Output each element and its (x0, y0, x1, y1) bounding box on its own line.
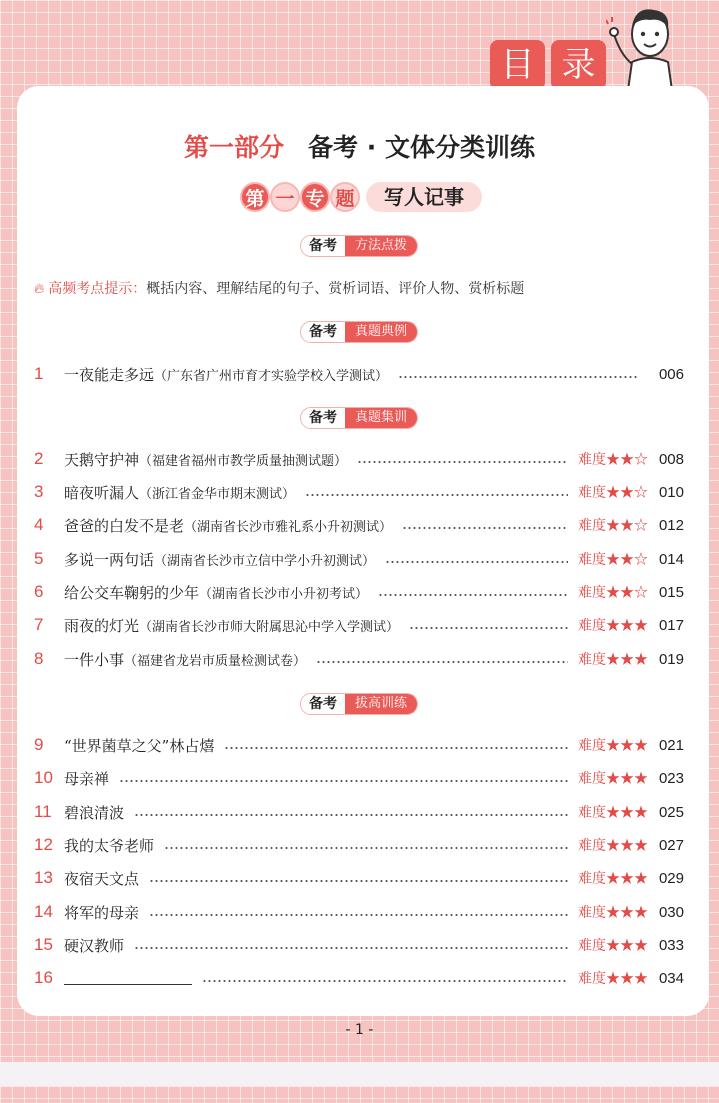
part-title (0, 128, 719, 164)
part-heading: 备考 · 文体分类训练 (308, 133, 535, 162)
row-number: 2 (34, 449, 44, 468)
contents-badge (490, 40, 606, 90)
row-page: 033 (658, 936, 684, 954)
row-number: 10 (34, 768, 53, 787)
row-difficulty: 难度★★☆ (578, 552, 648, 568)
section-prefix: 备考 (301, 407, 345, 429)
row-difficulty: 难度★★★ (578, 805, 648, 821)
row-title: 暗夜听漏人 (64, 483, 140, 502)
row-difficulty: 难度★★★ (578, 771, 648, 787)
toc-row[interactable] (34, 766, 684, 790)
toc-row[interactable] (34, 447, 684, 471)
row-page: 006 (658, 365, 684, 383)
row-source: （湖南省长沙市小升初考试） (199, 586, 369, 602)
row-title: 爸爸的白发不是老 (64, 516, 185, 535)
topic-char: 专 (300, 182, 330, 212)
row-source: （湖南省长沙市雅礼系小升初测试） (184, 519, 393, 535)
row-page: 015 (658, 583, 684, 601)
leader-dots (385, 561, 568, 563)
row-difficulty: 难度★★☆ (578, 452, 648, 468)
tip-text: 概括内容、理解结尾的句子、赏析词语、评价人物、赏析标题 (146, 281, 525, 297)
section-prefix: 备考 (301, 321, 345, 343)
row-page: 027 (658, 836, 684, 854)
topic-char: 一 (270, 182, 300, 212)
row-source: （湖南省长沙市师大附属思沁中学入学测试） (139, 619, 400, 635)
row-number: 5 (34, 549, 44, 568)
toc-row[interactable] (34, 900, 684, 924)
section-advanced (300, 693, 418, 715)
toc-row[interactable] (34, 733, 684, 757)
section-collection (300, 407, 418, 429)
row-page: 030 (658, 903, 684, 921)
next-page-edge (0, 1086, 719, 1103)
leader-dots (224, 747, 568, 749)
topic-number (240, 182, 360, 212)
row-title: 将军的母亲 (64, 903, 140, 922)
toc-row[interactable] (34, 866, 684, 890)
row-title: 母亲禅 (64, 769, 110, 788)
row-source: （福建省福州市教学质量抽测试题） (139, 453, 348, 469)
section-name: 拔高训练 (345, 693, 417, 715)
toc-row[interactable] (34, 966, 684, 990)
row-source: （湖南省长沙市立信中学小升初测试） (154, 553, 376, 569)
toc-row[interactable] (34, 833, 684, 857)
row-page: 014 (658, 550, 684, 568)
exam-tip (34, 278, 524, 298)
leader-dots (378, 594, 568, 596)
leader-dots (134, 814, 568, 816)
topic-char: 题 (330, 182, 360, 212)
row-page: 034 (658, 969, 684, 987)
section-prefix: 备考 (301, 235, 345, 257)
blank-title-line[interactable] (64, 971, 192, 985)
row-number: 16 (34, 968, 53, 987)
leader-dots (119, 780, 568, 782)
row-page: 025 (658, 803, 684, 821)
page-number: - 1 - (345, 1022, 374, 1038)
row-difficulty: 难度★★★ (578, 871, 648, 887)
section-method (300, 235, 418, 257)
section-name: 真题典例 (345, 321, 417, 343)
tip-label: 高频考点提示： (48, 281, 147, 297)
row-page: 019 (658, 650, 684, 668)
row-number: 8 (34, 649, 44, 668)
row-number: 4 (34, 515, 44, 534)
page-gap (0, 1062, 719, 1086)
toc-row[interactable] (34, 480, 684, 504)
leader-dots (316, 661, 568, 663)
topic-name: 写人记事 (366, 182, 482, 212)
contents-badge-char: 录 (551, 40, 606, 90)
toc-row[interactable] (34, 613, 684, 637)
toc-row[interactable] (34, 800, 684, 824)
topic-header (240, 180, 482, 214)
row-number: 9 (34, 735, 44, 754)
row-number: 3 (34, 482, 44, 501)
leader-dots (409, 627, 568, 629)
row-difficulty: 难度★★☆ (578, 585, 648, 601)
row-number: 14 (34, 902, 53, 921)
row-source: （广东省广州市育才实验学校入学测试） (154, 368, 389, 384)
row-difficulty: 难度★★★ (578, 938, 648, 954)
row-number: 11 (34, 802, 52, 821)
row-number: 7 (34, 615, 44, 634)
leader-dots (149, 914, 568, 916)
row-page: 010 (658, 483, 684, 501)
row-number: 1 (34, 364, 44, 383)
boy-mascot-icon (606, 4, 702, 90)
leader-dots (398, 376, 638, 378)
row-page: 023 (658, 769, 684, 787)
row-title: 雨夜的灯光 (64, 616, 140, 635)
row-difficulty: 难度★★☆ (578, 518, 648, 534)
row-title: 一夜能走多远 (64, 365, 155, 384)
leader-dots (402, 527, 568, 529)
row-page: 017 (658, 616, 684, 634)
row-title: 多说一两句话 (64, 550, 155, 569)
row-difficulty: 难度★★★ (578, 738, 648, 754)
row-number: 12 (34, 835, 53, 854)
row-difficulty: 难度★★☆ (578, 485, 648, 501)
row-source: （福建省龙岩市质量检测试卷） (124, 653, 307, 669)
row-number: 15 (34, 935, 53, 954)
row-title: 我的太爷老师 (64, 836, 155, 855)
row-difficulty: 难度★★★ (578, 652, 648, 668)
row-difficulty: 难度★★★ (578, 618, 648, 634)
row-title: 天鹅守护神 (64, 450, 140, 469)
row-number: 6 (34, 582, 44, 601)
contents-badge-char: 目 (490, 40, 545, 90)
toc-row[interactable] (34, 647, 684, 671)
row-number: 13 (34, 868, 53, 887)
leader-dots (202, 980, 568, 982)
toc-row[interactable] (34, 580, 684, 604)
toc-row[interactable] (34, 362, 684, 386)
row-page: 012 (658, 516, 684, 534)
section-prefix: 备考 (301, 693, 345, 715)
leader-dots (305, 494, 568, 496)
leader-dots (134, 947, 568, 949)
row-page: 029 (658, 869, 684, 887)
row-title: 碧浪清波 (64, 803, 125, 822)
row-page: 008 (658, 450, 684, 468)
row-difficulty: 难度★★★ (578, 971, 648, 987)
row-difficulty: 难度★★★ (578, 905, 648, 921)
row-page: 021 (658, 736, 684, 754)
row-difficulty: 难度★★★ (578, 838, 648, 854)
row-title: 夜宿天文点 (64, 869, 140, 888)
row-title: 硬汉教师 (64, 936, 125, 955)
toc-row[interactable] (34, 547, 684, 571)
row-title: 一件小事 (64, 650, 125, 669)
row-title: 给公交车鞠躬的少年 (64, 583, 200, 602)
part-label: 第一部分 (184, 133, 285, 162)
toc-row[interactable] (34, 513, 684, 537)
toc-row[interactable] (34, 933, 684, 957)
leader-dots (164, 847, 568, 849)
leader-dots (357, 461, 568, 463)
leader-dots (149, 880, 568, 882)
flame-icon: 🔥︎ (34, 281, 45, 297)
row-title: “世界菌草之父”林占熺 (64, 736, 215, 755)
section-example (300, 321, 418, 343)
section-name: 真题集训 (345, 407, 417, 429)
section-name: 方法点拨 (345, 235, 417, 257)
row-source: （浙江省金华市期末测试） (139, 486, 296, 502)
topic-char: 第 (240, 182, 270, 212)
